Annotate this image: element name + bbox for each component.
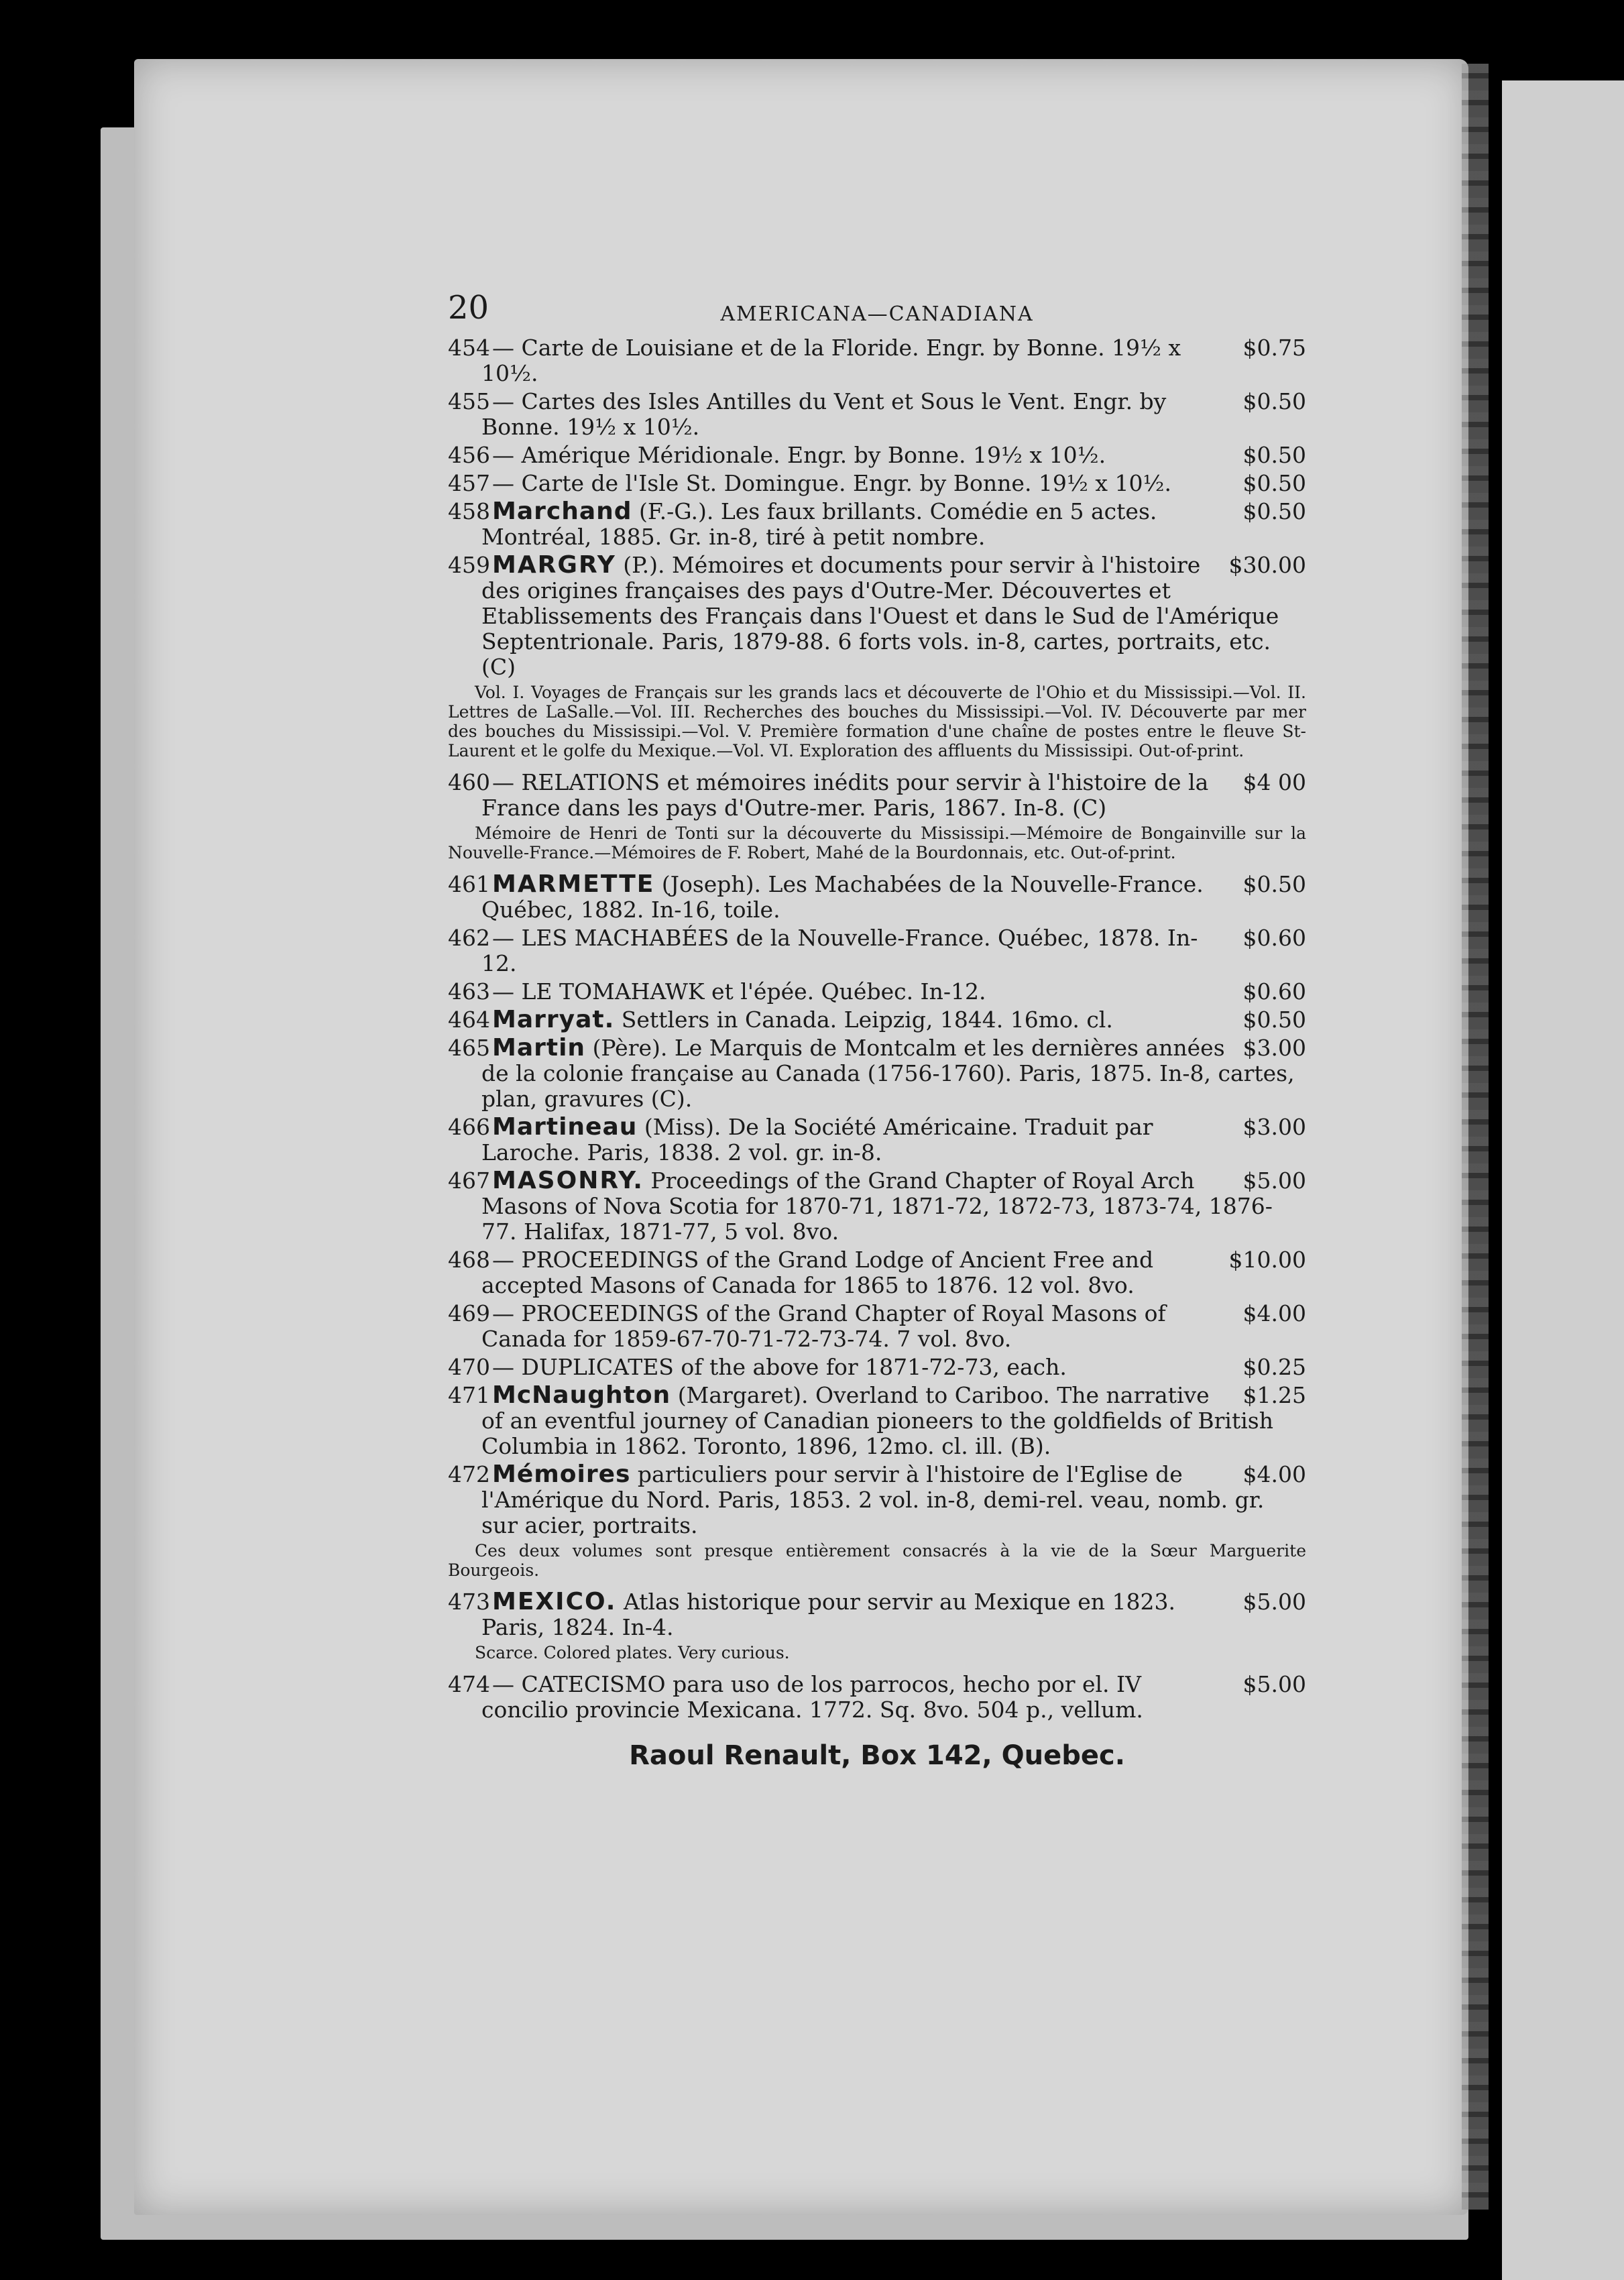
entry-author: Marryat.: [492, 1006, 615, 1033]
entry-price: $0.50: [1242, 470, 1306, 496]
entry-number: 461: [448, 871, 490, 897]
entry-note: Vol. I. Voyages de Français sur les grands lacs et découverte de l'Ohio et du Mississipi.—Vol. II. Lettres de LaSalle.—Vol. III. Recherches des bouches du Mississipi.—Vol. IV. Découverte par mer des bouches du Mississipi.—Vol. V. Première formation d'une chaîne de postes entre le fleuve St-Laurent et le golfe du Mexique.—Vol. VI. Exploration des affluents du Mississipi. Out-of-print.: [448, 683, 1306, 760]
entry-number: 474: [448, 1671, 490, 1697]
entry-text: — LE TOMAHAWK et l'épée. Québec. In-12.: [492, 978, 986, 1005]
entry-number: 460: [448, 769, 490, 795]
entry-author: MASONRY.: [492, 1167, 644, 1194]
entry-number: 465: [448, 1035, 490, 1061]
catalog-entry: [448, 1168, 1306, 1245]
entry-number: 471: [448, 1382, 490, 1408]
entry-text: (Miss). De la Société Américaine. Traduit par Laroche. Paris, 1838. 2 vol. gr. in-8.: [481, 1114, 1153, 1165]
entry-number: 463: [448, 978, 490, 1005]
entry-note: Scarce. Colored plates. Very curious.: [475, 1643, 790, 1662]
entry-text: — PROCEEDINGS of the Grand Lodge of Ancient Free and accepted Masons of Canada for 1865 to 1876. 12 vol. 8vo.: [481, 1247, 1154, 1298]
entry-price: $5.00: [1242, 1589, 1306, 1615]
entry-number: 458: [448, 498, 490, 524]
page-content: [448, 289, 1306, 1771]
entry-price: $30.00: [1228, 552, 1306, 578]
entry-text: (Margaret). Overland to Cariboo. The narrative of an eventful journey of Canadian pioneers to the goldfields of British Columbia in 1862. Toronto, 1896, 12mo. cl. ill. (B).: [481, 1382, 1273, 1459]
entry-text: Settlers in Canada. Leipzig, 1844. 16mo. cl.: [621, 1007, 1113, 1033]
entry-number: 467: [448, 1167, 490, 1194]
catalog-entry: [448, 1115, 1306, 1165]
entry-note: Ces deux volumes sont presque entièrement consacrés à la vie de la Sœur Marguerite Bourgeois.: [448, 1541, 1306, 1580]
entry-price: $1.25: [1242, 1382, 1306, 1408]
catalog-entry: [448, 1383, 1306, 1459]
entry-number: 466: [448, 1114, 490, 1140]
entry-text: particuliers pour servir à l'histoire de l'Eglise de l'Amérique du Nord. Paris, 1853. 2 vol. in-8, demi-rel. veau, nomb. gr. sur acier, portraits.: [481, 1461, 1265, 1538]
entry-price: $0.50: [1242, 388, 1306, 414]
entry-price: $0.25: [1242, 1354, 1306, 1380]
entry-price: $0.60: [1242, 925, 1306, 951]
catalog-entry: [448, 979, 1306, 1005]
entry-price: $5.00: [1242, 1671, 1306, 1697]
entry-author: Martin: [492, 1034, 586, 1062]
torn-page-edge: [1462, 64, 1489, 2210]
entry-number: 462: [448, 925, 490, 951]
entry-text: (Joseph). Les Machabées de la Nouvelle-France. Québec, 1882. In-16, toile.: [481, 871, 1204, 923]
entry-number: 469: [448, 1300, 490, 1326]
catalog-entry: [448, 389, 1306, 440]
catalog-entry: [448, 1247, 1306, 1298]
entry-number: 464: [448, 1007, 490, 1033]
entry-text: Atlas historique pour servir au Mexique en 1823. Paris, 1824. In-4.: [481, 1589, 1176, 1640]
entry-price: $0.50: [1242, 442, 1306, 468]
catalog-entry: [448, 443, 1306, 468]
catalog-entry: [448, 1007, 1306, 1033]
catalog-entry: [448, 1355, 1306, 1380]
entry-text: Proceedings of the Grand Chapter of Royal Arch Masons of Nova Scotia for 1870-71, 1871-72, 1872-73, 1873-74, 1876-77. Halifax, 1871-77, 5 vol. 8vo.: [481, 1167, 1273, 1245]
entry-text: — PROCEEDINGS of the Grand Chapter of Royal Masons of Canada for 1859-67-70-71-72-73-74. 7 vol. 8vo.: [481, 1300, 1166, 1352]
entry-text: — Cartes des Isles Antilles du Vent et Sous le Vent. Engr. by Bonne. 19½ x 10½.: [481, 388, 1167, 440]
catalog-entry: [448, 872, 1306, 923]
entry-author: MARGRY: [492, 551, 616, 579]
page-number: 20: [448, 289, 489, 327]
entry-number: 468: [448, 1247, 490, 1273]
entry-author: MEXICO.: [492, 1588, 617, 1615]
entry-price: $0.60: [1242, 978, 1306, 1005]
entry-author: Martineau: [492, 1113, 638, 1141]
entry-text: — DUPLICATES of the above for 1871-72-73, each.: [492, 1354, 1067, 1380]
catalog-entry: [448, 499, 1306, 550]
entry-price: $0.50: [1242, 871, 1306, 897]
entry-note: Mémoire de Henri de Tonti sur la découverte du Mississipi.—Mémoire de Bongainville sur la Nouvelle-France.—Mémoires de F. Robert, Mahé de la Bourdonnais, etc. Out-of-print.: [448, 823, 1306, 862]
entry-text: — Amérique Méridionale. Engr. by Bonne. 19½ x 10½.: [492, 442, 1106, 468]
entry-author: McNaughton: [492, 1381, 671, 1409]
entry-price: $5.00: [1242, 1167, 1306, 1194]
catalog-entry: [448, 1035, 1306, 1112]
catalog-entry: [448, 553, 1306, 680]
entry-number: 455: [448, 388, 490, 414]
catalog-entry: [448, 471, 1306, 496]
catalog-entry: [448, 1672, 1306, 1723]
entry-text: (P.). Mémoires et documents pour servir à l'histoire des origines françaises des pays d'Outre-Mer. Découvertes et Etablissements des Français dans l'Ouest et dans le Sud de l'Amérique Septentrionale. Paris, 1879-88. 6 forts vols. in-8, cartes, portraits, etc. (C): [481, 552, 1279, 680]
entry-price: $3.00: [1242, 1035, 1306, 1061]
entry-text: — Carte de Louisiane et de la Floride. Engr. by Bonne. 19½ x 10½.: [481, 335, 1181, 386]
running-title: AMERICANA—CANADIANA: [720, 302, 1034, 326]
entry-number: 472: [448, 1461, 490, 1487]
entry-price: $10.00: [1228, 1247, 1306, 1273]
entry-price: $0.50: [1242, 1007, 1306, 1033]
catalog-entry: [448, 1462, 1306, 1538]
entry-text: (F.-G.). Les faux brillants. Comédie en 5 actes. Montréal, 1885. Gr. in-8, tiré à petit nombre.: [481, 498, 1157, 550]
entry-price: $4 00: [1242, 769, 1306, 795]
entry-text: — RELATIONS et mémoires inédits pour servir à l'histoire de la France dans les pays d'Outre-mer. Paris, 1867. In-8. (C): [481, 769, 1209, 821]
entry-text: — CATECISMO para uso de los parrocos, hecho por el. IV concilio provincie Mexicana. 1772. Sq. 8vo. 504 p., vellum.: [481, 1671, 1143, 1723]
entry-number: 459: [448, 552, 490, 578]
entry-author: Marchand: [492, 498, 632, 525]
entry-author: Mémoires: [492, 1461, 631, 1488]
entry-number: 456: [448, 442, 490, 468]
entry-author: MARMETTE: [492, 870, 655, 898]
entry-price: $3.00: [1242, 1114, 1306, 1140]
adjacent-page: [1502, 80, 1624, 2280]
entry-price: $0.75: [1242, 335, 1306, 361]
entry-number: 457: [448, 470, 490, 496]
entry-price: $4.00: [1242, 1461, 1306, 1487]
catalog-entry: [448, 925, 1306, 976]
entry-price: $4.00: [1242, 1300, 1306, 1326]
page-header: [448, 289, 1306, 335]
entry-number: 470: [448, 1354, 490, 1380]
catalog-entry: [448, 1589, 1306, 1640]
entry-text: (Père). Le Marquis de Montcalm et les dernières années de la colonie française au Canada (1756-1760). Paris, 1875. In-8, cartes, plan, gravures (C).: [481, 1035, 1295, 1112]
entry-number: 454: [448, 335, 490, 361]
entry-text: — Carte de l'Isle St. Domingue. Engr. by Bonne. 19½ x 10½.: [492, 470, 1171, 496]
catalog-entry: [448, 770, 1306, 821]
entry-number: 473: [448, 1589, 490, 1615]
entry-text: — LES MACHABÉES de la Nouvelle-France. Québec, 1878. In-12.: [481, 925, 1198, 976]
catalog-entry: [448, 1301, 1306, 1352]
catalog-entry: [448, 335, 1306, 386]
entry-price: $0.50: [1242, 498, 1306, 524]
publisher-footer: Raoul Renault, Box 142, Quebec.: [629, 1740, 1125, 1771]
